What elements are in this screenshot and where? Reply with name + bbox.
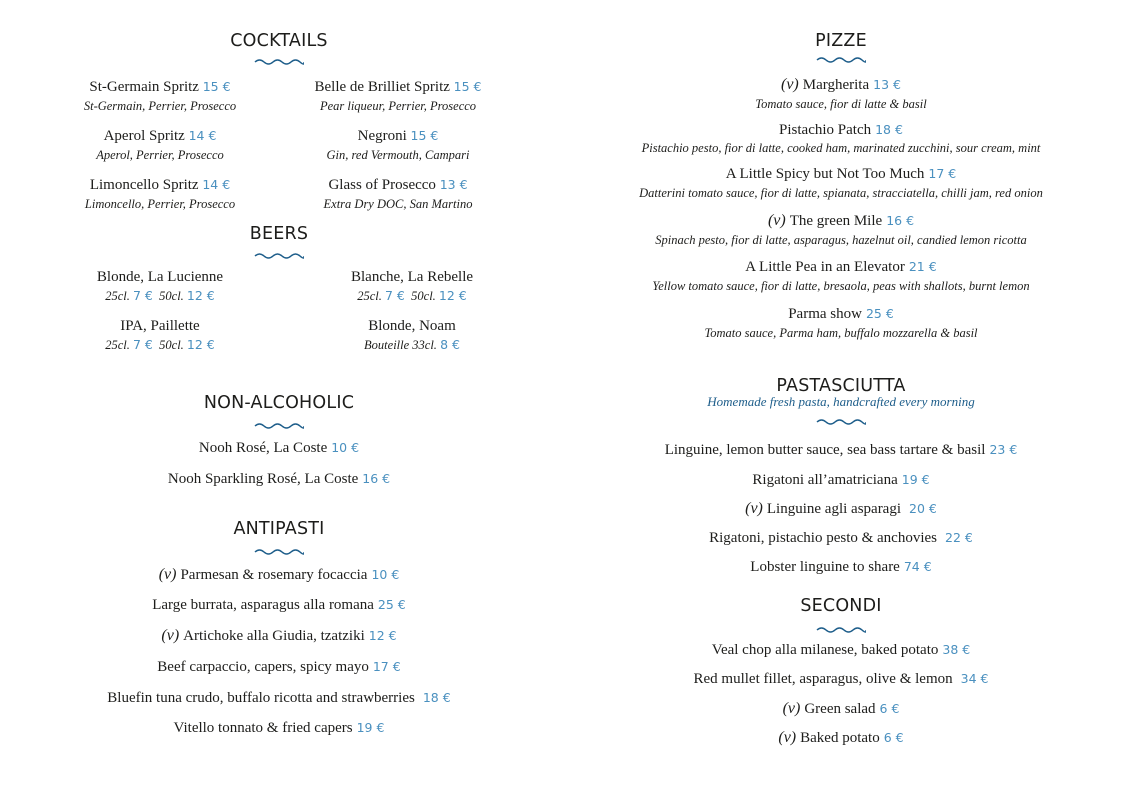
item-name: Pistachio Patch [779,122,872,138]
item-name: Bluefin tuna crudo, buffalo ricotta and strawberries [107,690,415,706]
item-name: Large burrata, asparagus alla romana [152,597,374,613]
item-name: Artichoke alla Giudia, tzatziki [183,628,365,644]
cocktail-item [40,77,280,115]
item-price: 15 € [410,128,439,143]
item-price: 6 € [883,730,904,745]
wave-divider-icon [816,418,866,426]
pasta-item [580,529,1102,547]
item-price: 34 € [960,671,989,686]
item-price: 21 € [908,259,937,274]
item-price: 22 € [945,530,973,545]
pizza-item [580,257,1102,296]
item-price: 14 € [188,128,217,143]
item-size: 50cl. [159,338,184,352]
item-name: Aperol Spritz [103,128,185,144]
non-alcoholic-item [40,470,518,488]
secondi-item [580,729,1102,747]
wave-divider-icon [254,548,304,556]
item-description: Aperol, Perrier, Prosecco [96,148,224,162]
item-name: Rigatoni all’amatriciana [752,472,898,488]
vegetarian-mark: (v) [767,212,786,229]
cocktails-heading: COCKTAILS [230,31,328,51]
item-price: 10 € [371,567,400,582]
item-name: Parma show [788,306,862,322]
pastasciutta-heading: PASTASCIUTTA [776,376,906,396]
vegetarian-mark: (v) [158,566,177,583]
item-description: Extra Dry DOC, San Martino [323,197,473,211]
secondi-item [580,670,1102,688]
item-name: Green salad [804,701,876,717]
antipasti-item [40,566,518,584]
pizza-item [580,211,1102,250]
item-name: Beef carpaccio, capers, spicy mayo [157,659,369,675]
item-size: Bouteille 33cl. [364,338,437,352]
item-size: 50cl. [159,289,184,303]
item-price: 15 € [202,79,231,94]
pastasciutta-subtitle: Homemade fresh pasta, handcrafted every morning [707,394,975,409]
beers-heading: BEERS [249,224,309,244]
item-price: 13 € [439,177,468,192]
item-name: Negroni [357,128,407,144]
item-price: 23 € [989,442,1018,457]
non-alcoholic-heading: NON-ALCOHOLIC [203,393,355,413]
item-price: 12 € [368,628,397,643]
pizze-heading: PIZZE [815,31,867,51]
item-size: 25cl. [105,289,130,303]
item-name: Baked potato [800,730,880,746]
item-name: The green Mile [789,213,883,229]
secondi-heading: SECONDI [800,596,882,616]
wave-divider-icon [254,252,304,260]
item-description: Tomato sauce, fior di latte & basil [755,97,927,111]
item-name: Linguine, lemon butter sauce, sea bass tartare & basil [664,442,986,458]
pizza-item [580,121,1102,157]
pizza-item [580,164,1102,203]
pasta-item [580,471,1102,489]
cocktail-item [40,175,280,213]
item-size: 50cl. [411,289,436,303]
item-price: 8 € [440,337,460,352]
item-size: 25cl. [357,289,382,303]
pasta-item [580,500,1102,518]
item-name: Margherita [802,77,870,93]
item-price: 19 € [901,472,930,487]
item-price: 38 € [942,642,971,657]
vegetarian-mark: (v) [778,729,797,746]
item-price: 25 € [377,597,406,612]
item-price: 16 € [886,213,915,228]
pizza-item [580,304,1102,343]
item-price: 20 € [909,501,937,516]
wave-divider-icon [254,58,304,66]
pizza-item [580,75,1102,114]
item-description: Limoncello, Perrier, Prosecco [84,197,236,211]
wave-divider-icon [816,56,866,64]
item-price: 10 € [331,440,360,455]
item-description: Spinach pesto, fior di latte, asparagus, hazelnut oil, candied lemon ricotta [655,233,1027,247]
secondi-item [580,700,1102,718]
item-description: Pistachio pesto, fior di latte, cooked ham, marinated zucchini, sour cream, mint [641,141,1041,155]
cocktail-item [278,126,518,164]
wave-divider-icon [254,422,304,430]
item-name: Vitello tonnato & fried capers [173,720,353,736]
item-price: 12 € [186,337,215,352]
item-name: Blanche, La Rebelle [350,269,474,285]
item-name: Nooh Sparkling Rosé, La Coste [167,471,359,487]
item-price: 17 € [372,659,401,674]
item-description: Gin, red Vermouth, Campari [326,148,470,162]
item-name: Limoncello Spritz [89,177,199,193]
item-name: Veal chop alla milanese, baked potato [711,642,939,658]
item-price: 6 € [879,701,900,716]
item-name: Blonde, Noam [368,318,456,334]
item-description: Pear liqueur, Perrier, Prosecco [319,99,477,113]
antipasti-item [40,719,518,737]
item-price: 13 € [873,77,901,92]
item-name: Parmesan & rosemary focaccia [180,567,368,583]
item-name: St-Germain Spritz [89,79,199,95]
cocktail-item [40,126,280,164]
item-price: 7 € [385,288,405,303]
pasta-item [580,558,1102,576]
vegetarian-mark: (v) [161,627,180,644]
item-name: Rigatoni, pistachio pesto & anchovies [709,530,938,546]
item-price: 25 € [865,306,894,321]
item-price: 14 € [202,177,231,192]
item-name: Red mullet fillet, asparagus, olive & lemon [693,671,953,687]
antipasti-heading: ANTIPASTI [233,519,325,539]
antipasti-item [40,627,518,645]
beer-item [292,268,532,305]
item-price: 17 € [928,166,957,181]
wave-divider-icon [816,626,866,634]
pasta-item [580,441,1102,459]
cocktail-item [278,175,518,213]
item-price: 16 € [362,471,391,486]
cocktail-item [278,77,518,115]
item-name: A Little Spicy but Not Too Much [725,166,925,182]
item-description: Yellow tomato sauce, fior di latte, bresaola, peas with shallots, burnt lemon [652,279,1030,293]
item-description: Datterini tomato sauce, fior di latte, spianata, stracciatella, chilli jam, red onion [639,186,1043,200]
item-description: Tomato sauce, Parma ham, buffalo mozzarella & basil [704,326,978,340]
non-alcoholic-item [40,439,518,457]
item-price: 12 € [438,288,467,303]
item-price: 7 € [133,337,153,352]
beer-item [292,317,532,354]
item-name: Glass of Prosecco [328,177,436,193]
item-description: St-Germain, Perrier, Prosecco [83,99,237,113]
item-price: 15 € [453,79,482,94]
item-name: IPA, Paillette [120,318,200,334]
vegetarian-mark: (v) [781,76,799,93]
vegetarian-mark: (v) [745,500,763,517]
item-name: Blonde, La Lucienne [96,269,224,285]
item-name: Lobster linguine to share [750,559,900,575]
item-size: 25cl. [105,338,130,352]
item-price: 74 € [903,559,932,574]
item-name: Linguine agli asparagi [766,501,902,517]
vegetarian-mark: (v) [782,700,801,717]
secondi-item [580,641,1102,659]
item-name: Nooh Rosé, La Coste [198,440,328,456]
item-price: 12 € [186,288,215,303]
item-name: Belle de Brilliet Spritz [314,79,450,95]
antipasti-item [40,658,518,676]
item-price: 18 € [875,122,903,137]
item-name: A Little Pea in an Elevator [745,259,905,275]
item-price: 19 € [356,720,385,735]
beer-item [40,317,280,354]
item-price: 7 € [133,288,153,303]
beer-item [40,268,280,305]
item-price: 18 € [422,690,451,705]
antipasti-item [40,596,518,614]
antipasti-item [40,689,518,707]
